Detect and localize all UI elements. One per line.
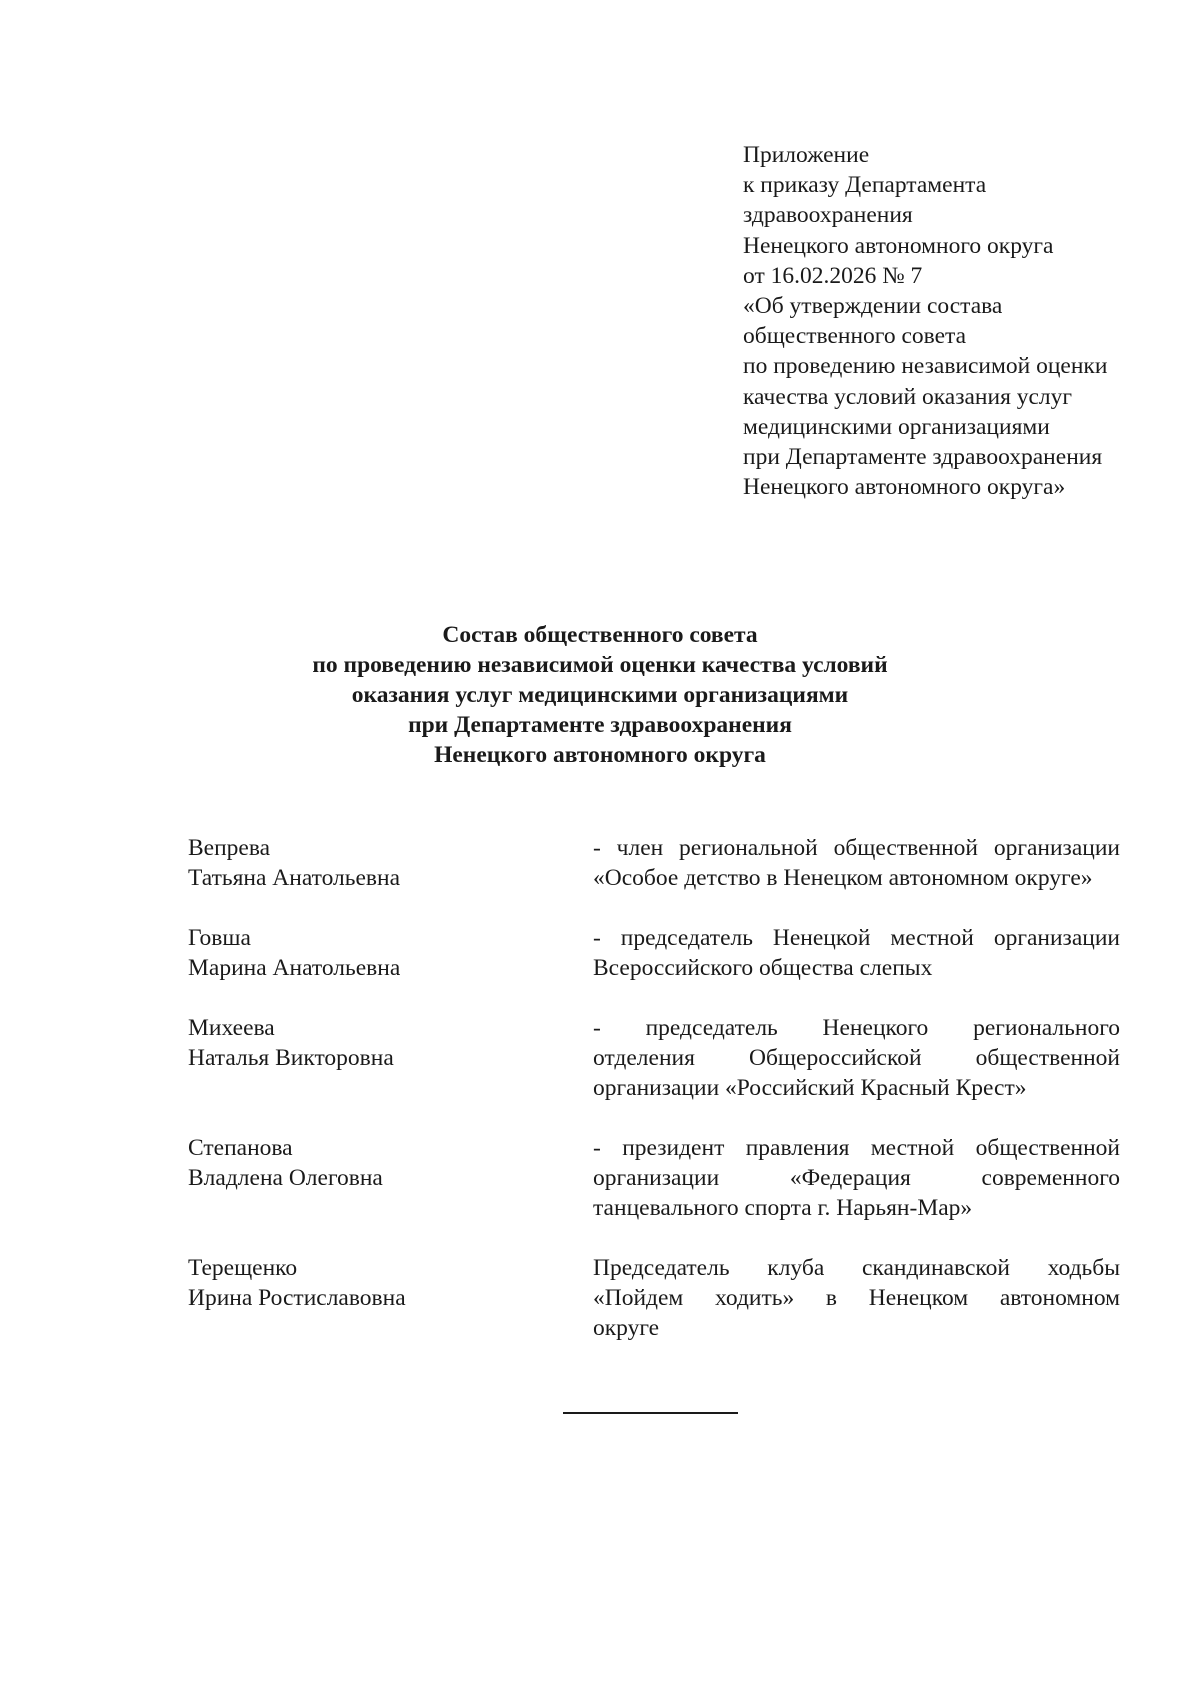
role-line: организации «Федерация современного: [593, 1165, 1120, 1192]
appendix-line: «Об утверждении состава: [743, 293, 1003, 320]
member-surname: Терещенко: [188, 1255, 298, 1281]
role-line: - председатель Ненецкого регионального: [593, 1015, 1120, 1041]
appendix-line: от 16.02.2026 № 7: [743, 262, 923, 289]
appendix-line: к приказу Департамента: [743, 172, 987, 199]
member-row: [188, 1253, 1120, 1373]
member-given-names: Владлена Олеговна: [188, 1165, 383, 1192]
member-role: [593, 1253, 1120, 1344]
member-name: [188, 1253, 568, 1313]
title-line: по проведению независимой оценки качества условий: [312, 652, 888, 678]
appendix-line: Приложение: [743, 142, 870, 168]
role-line: - президент правления местной общественной: [593, 1135, 1120, 1161]
appendix-line: медицинскими организациями: [743, 413, 1050, 440]
member-role: [593, 1013, 1120, 1104]
role-line: танцевального спорта г. Нарьян-Мар»: [593, 1195, 973, 1222]
role-line: отделения Общероссийской общественной: [593, 1045, 1120, 1072]
title-line: Состав общественного совета: [442, 622, 758, 648]
member-given-names: Ирина Ростиславовна: [188, 1285, 406, 1312]
member-given-names: Марина Анатольевна: [188, 955, 401, 982]
appendix-line: Ненецкого автономного округа: [743, 232, 1054, 259]
member-row: [188, 923, 1120, 1013]
member-surname: Вепрева: [188, 835, 271, 861]
appendix-header: [743, 140, 1163, 502]
member-role: [593, 833, 1120, 893]
title-line: при Департаменте здравоохранения: [408, 712, 792, 738]
appendix-line: здравоохранения: [743, 202, 913, 229]
member-given-names: Татьяна Анатольевна: [188, 865, 401, 892]
appendix-line: общественного совета: [743, 323, 967, 350]
member-name: [188, 833, 568, 893]
role-line: «Пойдем ходить» в Ненецком автономном: [593, 1285, 1120, 1312]
members-list: [188, 833, 1120, 1373]
role-line: организации «Российский Красный Крест»: [593, 1075, 1027, 1102]
title-line: Ненецкого автономного округа: [434, 742, 766, 768]
member-surname: Михеева: [188, 1015, 275, 1041]
member-name: [188, 1013, 568, 1073]
appendix-line: Ненецкого автономного округа»: [743, 474, 1066, 501]
document-title: [0, 620, 1200, 770]
member-name: [188, 1133, 568, 1193]
role-line: - член региональной общественной организации: [593, 835, 1120, 861]
role-line: округе: [593, 1315, 660, 1342]
role-line: «Особое детство в Ненецком автономном округе»: [593, 865, 1093, 892]
role-line: Всероссийского общества слепых: [593, 955, 933, 982]
appendix-line: по проведению независимой оценки: [743, 353, 1108, 380]
member-role: [593, 923, 1120, 983]
closing-rule: [563, 1412, 738, 1414]
member-surname: Степанова: [188, 1135, 293, 1161]
title-line: оказания услуг медицинскими организациями: [351, 682, 849, 708]
member-role: [593, 1133, 1120, 1224]
member-row: [188, 1133, 1120, 1253]
member-surname: Говша: [188, 925, 251, 951]
appendix-line: качества условий оказания услуг: [743, 383, 1073, 410]
role-line: - председатель Ненецкой местной организации: [593, 925, 1120, 951]
member-name: [188, 923, 568, 983]
role-line: Председатель клуба скандинавской ходьбы: [593, 1255, 1120, 1281]
appendix-line: при Департаменте здравоохранения: [743, 444, 1103, 471]
member-given-names: Наталья Викторовна: [188, 1045, 394, 1072]
member-row: [188, 833, 1120, 923]
member-row: [188, 1013, 1120, 1133]
